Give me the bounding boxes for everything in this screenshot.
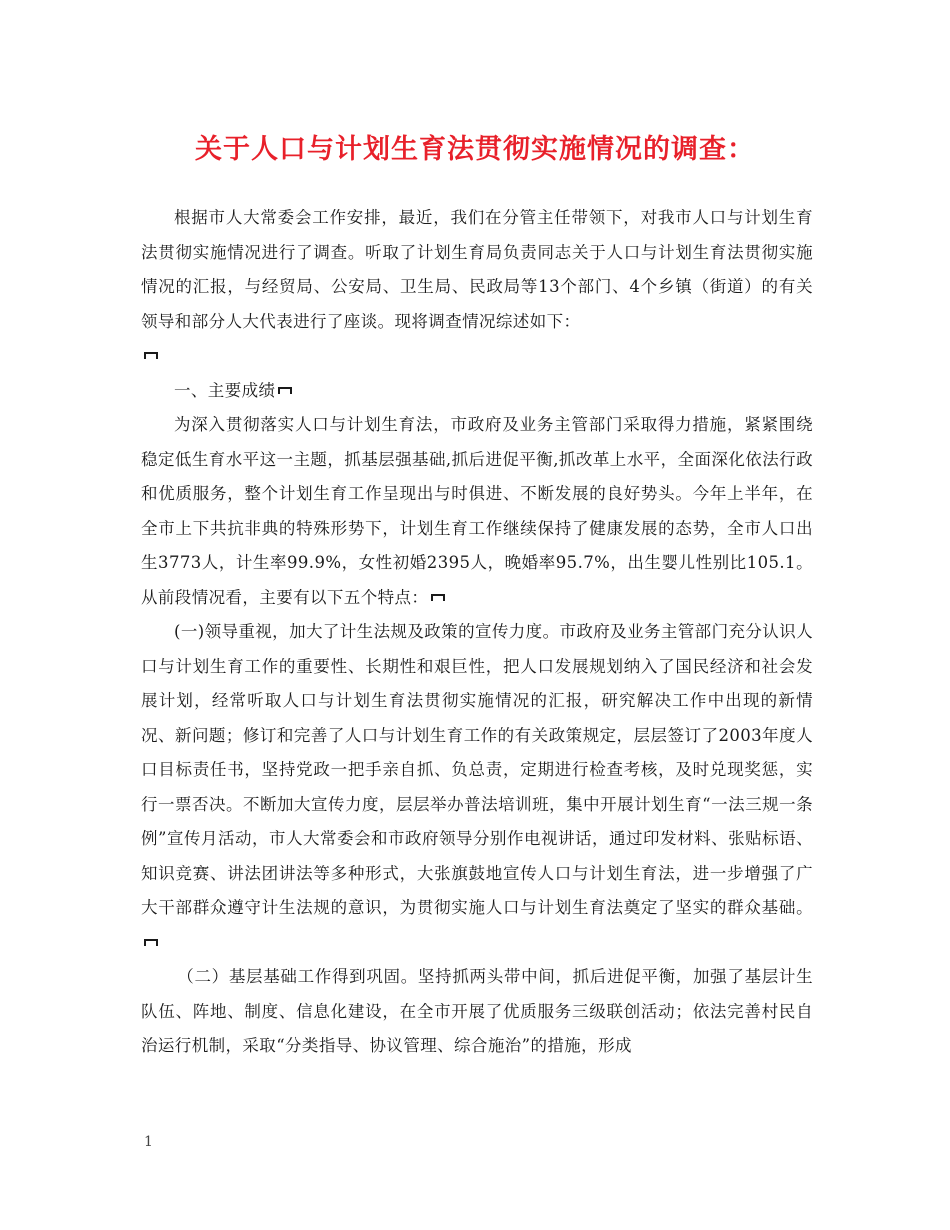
paragraph-mark-icon bbox=[430, 593, 448, 603]
paragraph-achievements-text: 为深入贯彻落实人口与计划生育法，市政府及业务主管部门采取得力措施，紧紧围绕稳定低生育水平这一主题，抓基层强基础,抓后进促平衡,抓改革上水平，全面深化依法行政和优质服务，整个计划生育工作呈现出与时俱进、不断发展的良好势头。今年上半年，在全市上下共抗非典的特殊形势下，计划生育工作继续保持了健康发展的态势，全市人口出生3773人，计生率99.9%，女性初婚2395人，晚婚率95.7%，出生婴儿性别比105.1。从前段情况看，主要有以下五个特点： bbox=[141, 415, 813, 607]
paragraph-point-two: （二）基层基础工作得到巩固。坚持抓两头带中间，抓后进促平衡，加强了基层计生队伍、阵地、制度、信息化建设，在全市开展了优质服务三级联创活动；依法完善村民自治运行机制，采取“分类指导、协议管理、综合施治”的措施，形成 bbox=[141, 967, 813, 1055]
paragraph-break bbox=[141, 339, 813, 374]
section-heading bbox=[141, 374, 813, 409]
paragraph-point-one bbox=[141, 615, 813, 960]
document-body bbox=[141, 201, 813, 1064]
paragraph-mark-icon bbox=[143, 351, 161, 361]
paragraph-intro: 根据市人大常委会工作安排，最近，我们在分管主任带领下，对我市人口与计划生育法贯彻实施情况进行了调查。听取了计划生育局负责同志关于人口与计划生育法贯彻实施情况的汇报，与经贸局、公安局、卫生局、民政局等13个部门、4个乡镇（街道）的有关领导和部分人大代表进行了座谈。现将调查情况综述如下： bbox=[141, 208, 813, 331]
paragraph-mark-icon bbox=[143, 938, 161, 948]
document-title: 关于人口与计划生育法贯彻实施情况的调查： bbox=[195, 134, 755, 165]
page-number: 1 bbox=[144, 1134, 153, 1150]
paragraph-point-one-text: (一)领导重视，加大了计生法规及政策的宣传力度。市政府及业务主管部门充分认识人口与计划生育工作的重要性、长期性和艰巨性，把人口发展规划纳入了国民经济和社会发展计划，经常听取人口与计划生育法贯彻实施情况的汇报，研究解决工作中出现的新情况、新问题；修订和完善了人口与计划生育工作的有关政策规定，层层签订了2003年度人口目标责任书，坚持党政一把手亲自抓、负总责，定期进行检查考核，及时兑现奖惩，实行一票否决。不断加大宣传力度，层层举办普法培训班，集中开展计划生育“一法三规一条例”宣传月活动，市人大常委会和市政府领导分别作电视讲话，通过印发材料、张贴标语、知识竞赛、讲法团讲法等多种形式，大张旗鼓地宣传人口与计划生育法，进一步增强了广大干部群众遵守计生法规的意识，为贯彻实施人口与计划生育法奠定了坚实的群众基础。 bbox=[141, 622, 813, 917]
paragraph-achievements bbox=[141, 408, 813, 615]
paragraph-mark-icon bbox=[277, 386, 295, 396]
section-heading-text: 一、主要成绩 bbox=[174, 380, 276, 400]
